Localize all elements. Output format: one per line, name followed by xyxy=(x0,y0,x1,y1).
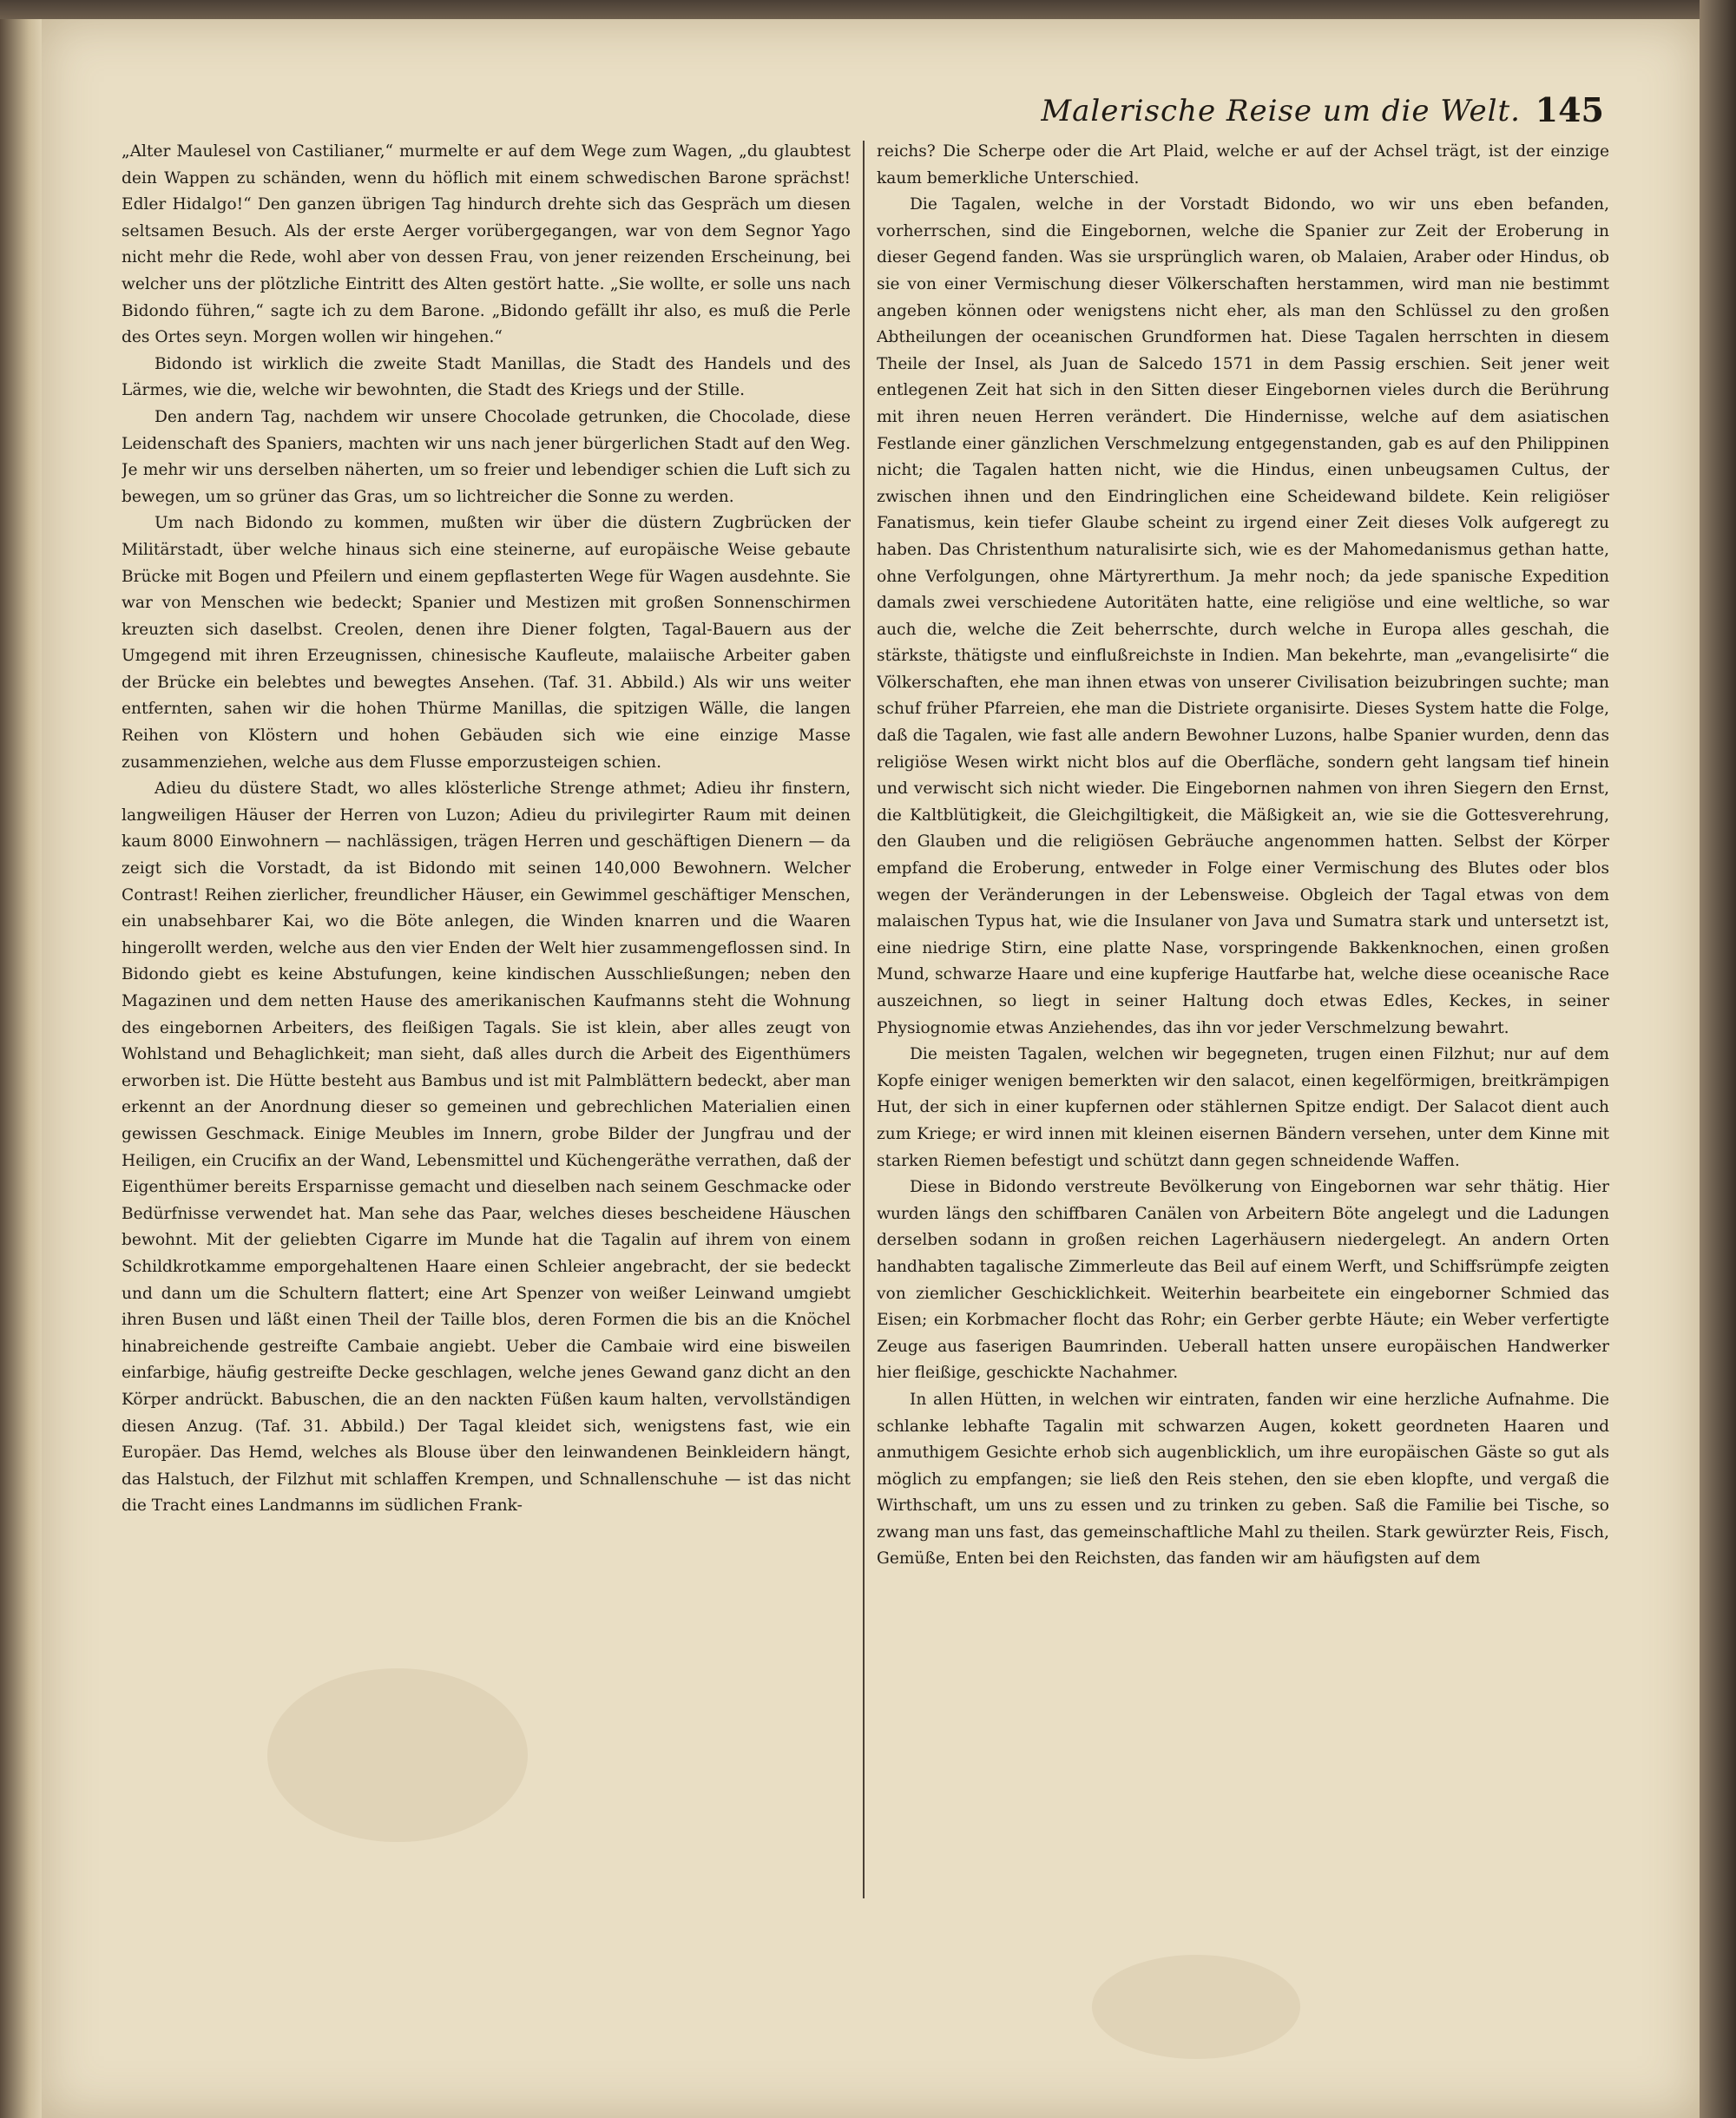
page-number: 145 xyxy=(1535,90,1604,129)
book-cover-right-edge xyxy=(1700,0,1736,2118)
paragraph: Diese in Bidondo verstreute Bevölkerung von Eingebornen war sehr thätig. Hier wurden längs den schiffbaren Canälen von Arbeitern Böte angelegt und die Ladungen derselben sodann in großen reichen Lagerhäusern niedergelegt. An andern Orten handhabten tagalische Zimmerleute das Beil auf einem Werft, und Schiffsrümpfe zeigten von ziemlicher Geschicklichkeit. Weiterhin bearbeitete ein eingeborner Schmied das Eisen; ein Korbmacher flocht das Rohr; ein Gerber gerbte Häute; ein Weber verfertigte Zeuge aus faserigen Baumrinden. Ueberall hatten unsere europäischen Handwerker hier fleißige, geschickte Nachahmer. xyxy=(877,1178,1609,1383)
left-column xyxy=(122,139,851,1927)
paragraph: Um nach Bidondo zu kommen, mußten wir über die düstern Zugbrücken der Militärstadt, über welche hinaus sich eine steinerne, auf europäische Weise gebaute Brücke mit Bogen und Pfeilern und einem gepflasterten Wege für Wagen ausdehnte. Sie war von Menschen wie bedeckt; Spanier und Mestizen mit großen Sonnenschirmen kreuzten sich daselbst. Creolen, denen ihre Diener folgten, Tagal-Bauern aus der Umgegend mit ihren Erzeugnissen, chinesische Kaufleute, malaiische Arbeiter gaben der Brücke ein belebtes und bewegtes Ansehen. (Taf. 31. Abbild.) Als wir uns weiter entfernten, sahen wir die hohen Thürme Manillas, die spitzigen Wälle, die langen Reihen von Klöstern und hohen Gebäuden sich wie eine einzige Masse zusammenziehen, welche aus dem Flusse emporzusteigen schien. xyxy=(122,514,851,772)
running-title: Malerische Reise um die Welt. xyxy=(1041,94,1521,128)
page-header xyxy=(660,90,1604,139)
paragraph: reichs? Die Scherpe oder die Art Plaid, welche er auf der Achsel trägt, ist der einzige kaum bemerkliche Unterschied. xyxy=(877,142,1609,187)
book-cover-top-edge xyxy=(0,0,1736,19)
paragraph: In allen Hütten, in welchen wir eintraten, fanden wir eine herzliche Aufnahme. Die schlanke lebhafte Tagalin mit schwarzen Augen, kokett geordneten Haaren und anmuthigem Gesichte erhob sich augenblicklich, um ihre europäischen Gäste so gut als möglich zu empfangen; sie ließ den Reis stehen, den sie eben klopfte, und vergaß die Wirthschaft, um uns zu essen und zu trinken zu geben. Saß die Familie bei Tische, so zwang man uns fast, das gemeinschaftliche Mahl zu theilen. Stark gewürzter Reis, Fisch, Gemüße, Enten bei den Reichsten, das fanden wir am häufigsten auf dem xyxy=(877,1390,1609,1569)
paragraph: Die meisten Tagalen, welchen wir begegneten, trugen einen Filzhut; nur auf dem Kopfe einiger wenigen bemerkten wir den salacot, einen kegelförmigen, breitkrämpigen Hut, der sich in einer kupfernen oder stählernen Spitze endigt. Der Salacot dient auch zum Kriege; er wird innen mit kleinen eisernen Bändern versehen, unter dem Kinne mit starken Riemen befestigt und schützt dann gegen schneidende Waffen. xyxy=(877,1045,1609,1170)
paragraph: Adieu du düstere Stadt, wo alles klösterliche Strenge athmet; Adieu ihr finstern, langweiligen Häuser der Herren von Luzon; Adieu du privilegirter Raum mit deinen kaum 8000 Einwohnern — nachlässigen, trägen Herren und geschäftigen Dienern — da zeigt sich die Vorstadt, da ist Bidondo mit seinen 140,000 Bewohnern. Welcher Contrast! Reihen zierlicher, freundlicher Häuser, ein Gewimmel geschäftiger Menschen, ein unabsehbarer Kai, wo die Böte anlegen, die Winden knarren und die Waaren hingerollt werden, welche aus den vier Enden der Welt hier zusammengeflossen sind. In Bidondo giebt es keine Abstufungen, keine kindischen Ausschließungen; neben den Magazinen und dem netten Hause des amerikanischen Kaufmanns steht die Wohnung des eingebornen Arbeiters, des fleißigen Tagals. Sie ist klein, aber alles zeugt von Wohlstand und Behaglichkeit; man sieht, daß alles durch die Arbeit des Eigenthümers erworben ist. Die Hütte besteht aus Bambus und ist mit Palmblättern bedeckt, aber man erkennt an der Anordnung dieser so gemeinen und gebrechlichen Materialien einen gewissen Geschmack. Einige Meubles im Innern, grobe Bilder der Jungfrau und der Heiligen, ein Crucifix an der Wand, Lebensmittel und Küchengeräthe verrathen, daß der Eigenthümer bereits Ersparnisse gemacht und dieselben nach seinem Geschmacke oder Bedürfnisse verwendet hat. Man sehe das Paar, welches dieses bescheidene Häuschen bewohnt. Mit der geliebten Cigarre im Munde hat die Tagalin auf ihrem von einem Schildkrotkamme emporgehaltenen Haare einen Schleier angebracht, der sie bedeckt und dann um die Schultern flattert; eine Art Spenzer von weißer Leinwand umgiebt ihren Busen und läßt einen Theil der Taille blos, deren Formen die bis an die Knöchel hinabreichende gestreifte Cambaie angiebt. Ueber die Cambaie wird eine bisweilen einfarbige, häufig gestreifte Decke geschlagen, welche jenes Gewand ganz dicht an den Körper andrückt. Babuschen, die an den nackten Füßen kaum halten, vervollständigen diesen Anzug. (Taf. 31. Abbild.) Der Tagal kleidet sich, wenigstens fast, wie ein Europäer. Das Hemd, welches als Blouse über den leinwandenen Beinkleidern hängt, das Halstuch, der Filzhut mit schlaffen Krempen, und Schnallenschuhe — ist das nicht die Tracht eines Landmanns im südlichen Frank- xyxy=(122,779,851,1516)
right-column xyxy=(877,139,1609,1927)
paragraph: Die Tagalen, welche in der Vorstadt Bidondo, wo wir uns eben befanden, vorherrschen, sind die Eingebornen, welche die Spanier zur Zeit der Eroberung in dieser Gegend fanden. Was sie ursprünglich waren, ob Malaien, Araber oder Hindus, ob sie von einer Vermischung dieser Völkerschaften herstammen, wird man nie bestimmt angeben können oder wenigstens nicht eher, als man den Schlüssel zu den großen Abtheilungen der oceanischen Grundformen hat. Diese Tagalen herrschten in diesem Theile der Insel, als Juan de Salcedo 1571 in dem Passig erschien. Seit jener weit entlegenen Zeit hat sich in den Sitten dieser Eingebornen vieles durch die Berührung mit ihren neuen Herren verändert. Die Hindernisse, welche auf dem asiatischen Festlande einer gänzlichen Verschmelzung entgegenstanden, gab es auf den Philippinen nicht; die Tagalen hatten nicht, wie die Hindus, einen unbeugsamen Cultus, der zwischen ihnen und den Eindringlichen eine Scheidewand bildete. Kein religiöser Fanatismus, kein tiefer Glaube scheint zu irgend einer Zeit dieses Volk aufgeregt zu haben. Das Christenthum naturalisirte sich, wie es der Mahomedanismus gethan hatte, ohne Verfolgungen, ohne Märtyrerthum. Ja mehr noch; da jede spanische Expedition damals zwei verschiedene Autoritäten hatte, eine religiöse und eine weltliche, so war auch die, welche die Zeit beherrschte, durch welche in Europa alles geschah, die stärkste, thätigste und einflußreichste in Indien. Man bekehrte, man „evangelisirte“ die Völkerschaften, ehe man ihnen etwas von unserer Civilisation beizubringen suchte; man schuf früher Pfarreien, ehe man die Distriete organisirte. Dieses System hatte die Folge, daß die Tagalen, wie fast alle andern Bewohner Luzons, halbe Spanier wurden, denn das religiöse Wesen wirkt nicht blos auf die Oberfläche, sondern geht langsam tief hinein und verwischt sich nicht wieder. Die Eingebornen nahmen von ihren Siegern den Ernst, die Kaltblütigkeit, die Gleichgiltigkeit, die Mäßigkeit an, wie sie die Gottesverehrung, den Glauben und die religiösen Gebräuche angenommen hatten. Selbst der Körper empfand die Eroberung, entweder in Folge einer Vermischung des Blutes oder blos wegen der Veränderungen in der Lebensweise. Obgleich der Tagal etwas von dem malaischen Typus hat, wie die Insulaner von Java und Sumatra stark und untersetzt ist, eine niedrige Stirn, eine platte Nase, vorspringende Bakkenknochen, einen großen Mund, schwarze Haare und eine kupferige Hautfarbe hat, welche diese oceanische Race auszeichnen, so liegt in seiner Haltung doch etwas Edles, Keckes, in seiner Physiognomie etwas Anziehendes, das ihn vor jeder Verschmelzung bewahrt. xyxy=(877,195,1609,1037)
page-gutter-shadow xyxy=(0,19,42,2118)
paragraph: „Alter Maulesel von Castilianer,“ murmelte er auf dem Wege zum Wagen, „du glaubtest dein Wappen zu schänden, wenn du höflich mit einem schwedischen Barone sprächst! Edler Hidalgo!“ Den ganzen übrigen Tag hindurch drehte sich das Gespräch um diesen seltsamen Besuch. Als der erste Aerger vorübergegangen, war von dem Segnor Yago nicht mehr die Rede, wohl aber von dessen Frau, von jener reizenden Erscheinung, bei welcher uns der plötzliche Eintritt des Alten gestört hatte. „Sie wollte, er solle uns nach Bidondo führen,“ sagte ich zu dem Barone. „Bidondo gefällt ihr also, es muß die Perle des Ortes seyn. Morgen wollen wir hingehen.“ xyxy=(122,142,851,347)
paragraph: Den andern Tag, nachdem wir unsere Chocolade getrunken, die Chocolade, diese Leidenschaft des Spaniers, machten wir uns nach jener bürgerlichen Stadt auf den Weg. Je mehr wir uns derselben näherten, um so freier und lebendiger schien die Luft sich zu bewegen, um so grüner das Gras, um so lichtreicher die Sonne zu werden. xyxy=(122,407,851,506)
paper-stain xyxy=(1092,1955,1300,2059)
column-rule xyxy=(863,141,865,1898)
paragraph: Bidondo ist wirklich die zweite Stadt Manillas, die Stadt des Handels und des Lärmes, wie die, welche wir bewohnten, die Stadt des Kriegs und der Stille. xyxy=(122,354,851,400)
